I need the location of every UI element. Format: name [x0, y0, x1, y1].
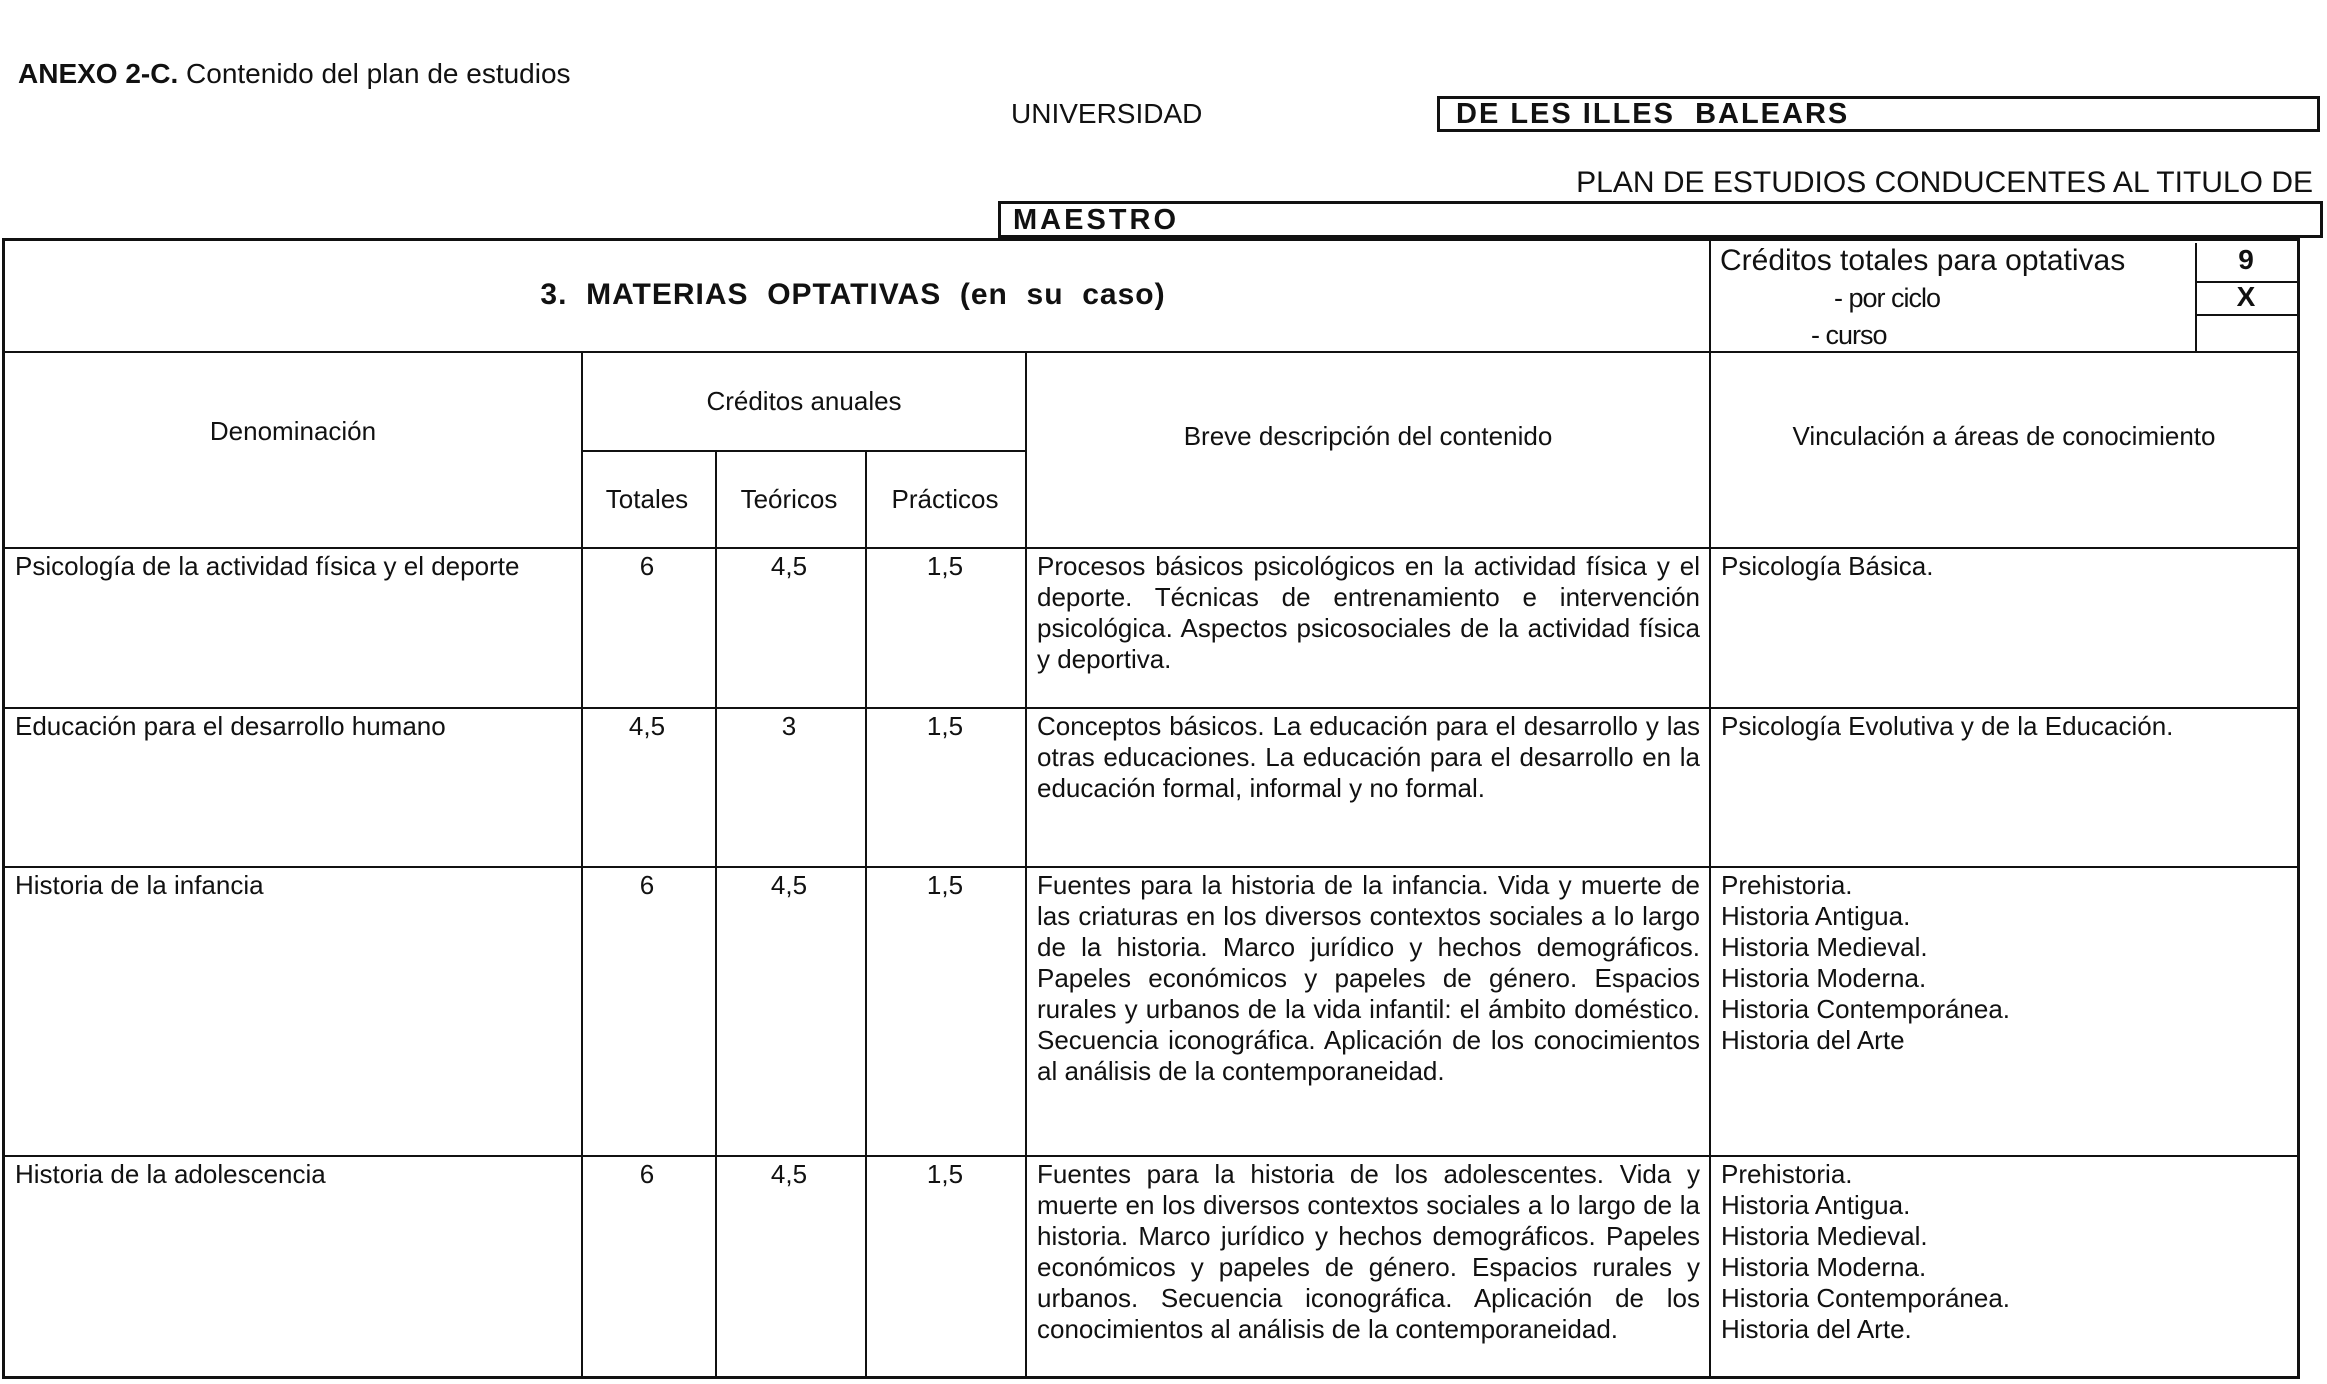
annex-text: Contenido del plan de estudios — [186, 58, 571, 89]
per-cycle-value: X — [2236, 281, 2256, 312]
plan-label: PLAN DE ESTUDIOS CONDUCENTES AL TITULO DE — [1576, 166, 2313, 199]
course-practice: 1,5 — [926, 551, 964, 581]
annex-label: ANEXO 2-C. — [18, 58, 179, 89]
row-divider — [5, 866, 2297, 868]
area-item: Historia Contemporánea. — [1721, 1283, 2011, 1313]
course-practice: 1,5 — [926, 1159, 964, 1189]
area-item: Historia Contemporánea. — [1721, 994, 2011, 1024]
course-totals: 4,5 — [628, 711, 666, 741]
course-theory: 4,5 — [770, 870, 808, 900]
column-header-description: Breve descripción del contenido — [1183, 421, 1553, 451]
course-totals: 6 — [639, 870, 655, 900]
credits-total-label: Créditos totales para optativas — [1720, 244, 2126, 277]
area-item: Historia Moderna. — [1721, 963, 1927, 993]
area-item: Psicología Básica. — [1721, 551, 1934, 581]
university-label: UNIVERSIDAD — [1011, 98, 1203, 129]
column-header-areas: Vinculación a áreas de conocimiento — [1792, 421, 2216, 451]
course-totals: 6 — [639, 1159, 655, 1189]
credits-total-value: 9 — [2238, 244, 2254, 275]
area-item: Historia Medieval. — [1721, 932, 1928, 962]
course-label: - curso — [1811, 320, 1887, 350]
area-item: Prehistoria. — [1721, 1159, 1853, 1189]
course-totals: 6 — [639, 551, 655, 581]
course-theory: 4,5 — [770, 1159, 808, 1189]
column-header-name: Denominación — [209, 416, 377, 446]
theory-column-divider — [865, 450, 867, 1376]
area-item: Historia del Arte. — [1721, 1314, 1912, 1344]
annex-heading — [18, 58, 571, 90]
row-divider — [5, 1155, 2297, 1157]
course-description: Fuentes para la historia de la infancia. Vida y muerte de las criaturas en los diversos contextos sociales a lo largo de la historia. Marco jurídico y hechos demográficos. Papeles económicos y papeles de género. Espacios rurales y urbanos de la vida infantil: el ámbito doméstico. Secuencia iconográfica. Aplicación de los conocimientos al análisis de la contemporaneidad. — [1037, 870, 1700, 1086]
degree-title-box: MAESTRO — [998, 201, 2323, 238]
course-description: Conceptos básicos. La educación para el desarrollo y las otras educaciones. La educación para el desarrollo en la educación formal, informal y no formal. — [1037, 711, 1700, 803]
course-areas — [1721, 551, 1933, 582]
column-header-totals: Totales — [605, 484, 689, 514]
column-header-theory: Teóricos — [740, 484, 838, 514]
course-name: Psicología de la actividad física y el deporte — [15, 551, 520, 581]
column-header-annual-credits: Créditos anuales — [706, 386, 902, 416]
area-item: Historia Moderna. — [1721, 1252, 1927, 1282]
course-name: Historia de la adolescencia — [15, 1159, 326, 1189]
column-header-practice: Prácticos — [891, 484, 999, 514]
university-name-box: DE LES ILLES BALEARS — [1437, 96, 2320, 132]
area-item: Historia Medieval. — [1721, 1221, 1928, 1251]
course-description: Fuentes para la historia de los adolescentes. Vida y muerte en los diversos contextos sociales a lo largo de la historia. Marco jurídico y hechos demográficos. Papeles económicos y papeles de género. Espacios rurales y urbanos. Secuencia iconográfica. Aplicación de los conocimientos al análisis de la contemporaneidad. — [1037, 1159, 1700, 1344]
course-areas — [1721, 711, 2173, 742]
area-item: Prehistoria. — [1721, 870, 1853, 900]
area-item: Historia Antigua. — [1721, 901, 1911, 931]
course-description: Procesos básicos psicológicos en la actividad física y el deporte. Técnicas de entrenamiento e intervención psicológica. Aspectos psicosociales de la actividad física y deportiva. — [1037, 551, 1700, 674]
row-divider — [5, 547, 2297, 549]
header-divider — [5, 351, 2297, 353]
course-areas — [1721, 870, 2010, 1056]
per-cycle-label: - por ciclo — [1834, 283, 1941, 313]
course-name: Educación para el desarrollo humano — [15, 711, 446, 741]
area-item: Historia Antigua. — [1721, 1190, 1911, 1220]
areas-column-divider — [1709, 241, 1711, 1376]
course-name: Historia de la infancia — [15, 870, 264, 900]
credits-values-line — [2195, 314, 2297, 316]
course-areas — [1721, 1159, 2010, 1345]
section-title: 3. MATERIAS OPTATIVAS (en su caso) — [540, 278, 1166, 311]
row-divider — [5, 707, 2297, 709]
area-item: Psicología Evolutiva y de la Educación. — [1721, 711, 2174, 741]
course-practice: 1,5 — [926, 711, 964, 741]
course-theory: 4,5 — [770, 551, 808, 581]
totals-column-divider — [715, 450, 717, 1376]
area-item: Historia del Arte — [1721, 1025, 1905, 1055]
course-practice: 1,5 — [926, 870, 964, 900]
course-theory: 3 — [781, 711, 797, 741]
credits-subheader-divider — [582, 450, 1026, 452]
